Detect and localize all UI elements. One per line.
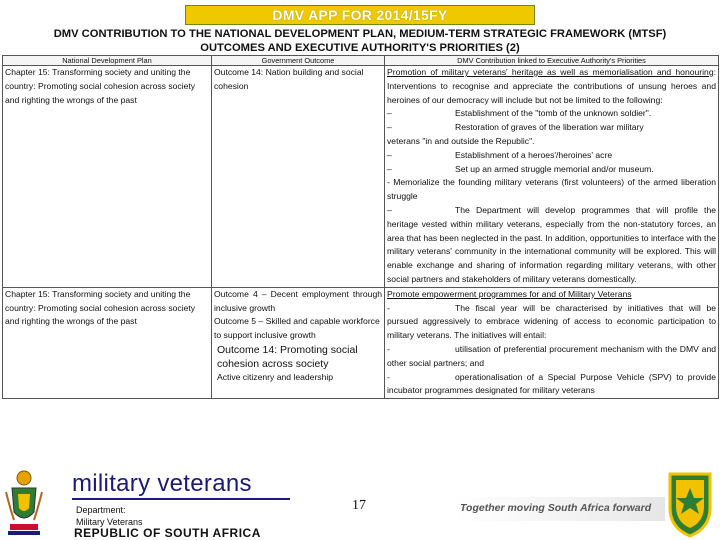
department-line-1: Department: [76,505,126,515]
header-banner [185,5,535,25]
dash-bullet: - [387,371,390,382]
list-item: - Memorialize the founding military veterans (first volunteers) of the armed liberation struggle [387,177,716,202]
outcome-cell: Outcome 14: Nation building and social cohesion [212,66,385,288]
list-item-continuation: veterans "in and outside the Republic". [387,135,535,146]
page-title [0,27,720,55]
ndp-cell: Chapter 15: Transforming society and uniting the country: Promoting social cohesion across society and righting the wrongs of the past [3,287,212,398]
list-item: The fiscal year will be characterised by initiatives that will be pursued aggressively to embrace widening of access to economic participation to military veterans. The initiatives will entail: [387,302,716,341]
active-citizenry: Active citizenry and leadership [217,371,334,382]
empowerment-heading: Promote empowerment programmes for and of Military Veterans [387,288,632,299]
list-item: Establishment of a heroes'/heroines' acre [455,149,613,160]
country-name: REPUBLIC OF SOUTH AFRICA [74,526,261,540]
brand-underline [72,498,290,500]
ndp-cell: Chapter 15: Transforming society and uniting the country: Promoting social cohesion across society and righting the wrongs of the past [3,66,212,288]
military-veterans-badge-icon [662,468,718,538]
header-outcome: Government Outcome [212,56,385,66]
contribution-cell [385,66,719,288]
dash-bullet: - [387,302,390,313]
dash-bullet: – [387,122,392,133]
footer [0,440,720,540]
outcome-cell [212,287,385,398]
outcome-14: Outcome 14: Promoting social cohesion across society [217,343,358,370]
coat-of-arms-icon [4,468,44,538]
dash-bullet: - [387,343,390,354]
contribution-cell [385,287,719,398]
dash-bullet: – [387,149,392,160]
list-item: Restoration of graves of the liberation war military [455,122,644,133]
list-item: operationalisation of a Special Purpose Vehicle (SPV) to provide incubator programmes designated for military veterans [387,371,716,396]
page-number: 17 [352,498,366,513]
dash-bullet: – [387,108,392,119]
outcome-4: Outcome 4 – Decent employment through inclusive growth [214,288,382,313]
heritage-heading: Promotion of military veterans' heritage as well as memorialisation and honouring [387,67,714,77]
dash-bullet: – [387,204,392,215]
title-line-2: OUTCOMES AND EXECUTIVE AUTHORITY'S PRIORITIES (2) [200,42,520,54]
brand-name: military veterans [72,470,252,497]
table-row [3,66,719,288]
list-item: Set up an armed struggle memorial and/or museum. [455,163,654,174]
banner-text: DMV APP FOR 2014/15FY [272,7,448,23]
dash-bullet: – [387,163,392,174]
list-item: The Department will develop programmes that will profile the heritage vested within military veterans, especially from the non-statutory forces, an area that has been neglected in the past. In addition, opportunities to interface with the military veterans' community in the international community will be explored. This will enable exchange and sharing of information regarding military veterans, with other social partners and stakeholders of military veterans domestically. [387,204,716,284]
department-label [76,504,143,528]
department-line-2: Military Veterans [76,517,143,527]
priorities-table [2,55,719,399]
heritage-intro: : Interventions to recognise and appreciate the contributions of unsung heroes and heroines of our democracy will include but not be limited to the following: [387,67,716,105]
tagline: Together moving South Africa forward [460,502,652,514]
header-ndp: National Development Plan [3,56,212,66]
header-contribution: DMV Contribution linked to Executive Authority's Priorities [385,56,719,66]
table-row [3,287,719,398]
list-item: utilisation of preferential procurement mechanism with the DMV and other social partners; and [387,343,716,368]
outcome-5: Outcome 5 – Skilled and capable workforce to support inclusive growth [214,316,380,341]
title-line-1: DMV CONTRIBUTION TO THE NATIONAL DEVELOPMENT PLAN, MEDIUM-TERM STRATEGIC FRAMEWORK (MTSF) [53,28,667,40]
list-item: Establishment of the "tomb of the unknown soldier". [455,108,652,119]
table-header-row [3,56,719,66]
